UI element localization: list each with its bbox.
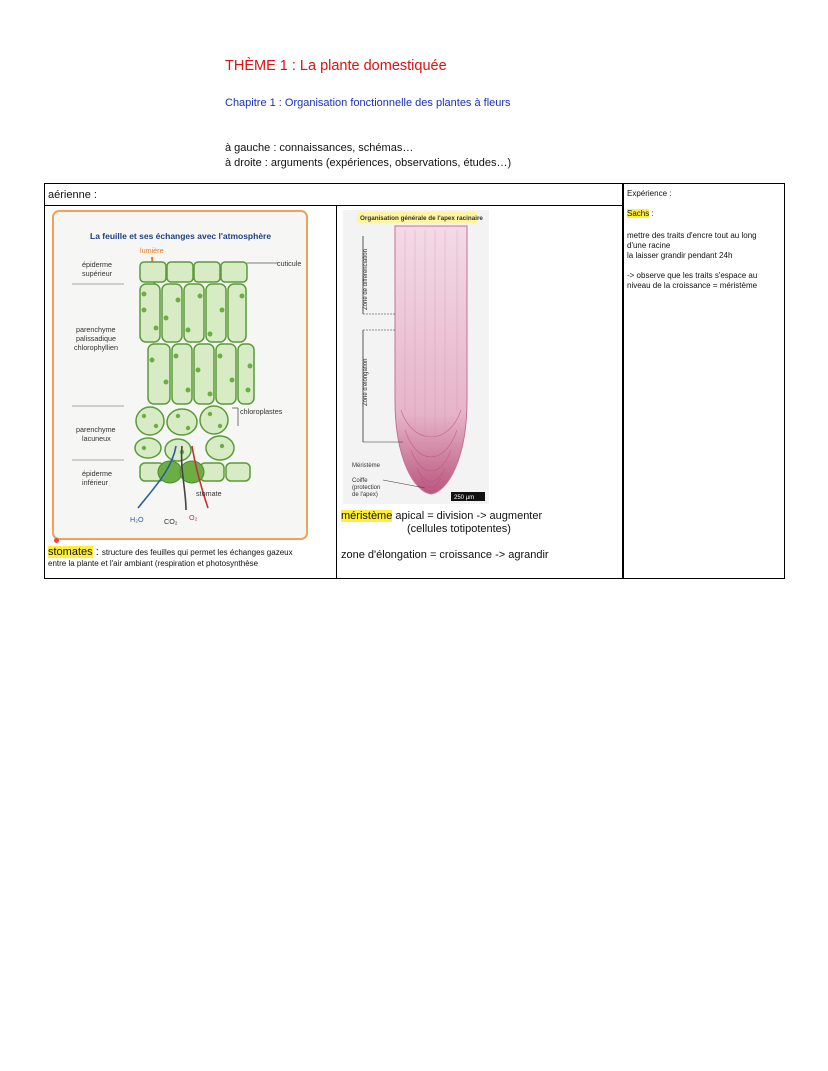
experience-line-2: d'une racine xyxy=(627,241,671,250)
lower-epidermis-label-2: inférieur xyxy=(82,478,108,487)
meristem-line-1 xyxy=(341,510,542,522)
experience-title: Expérience : xyxy=(627,189,672,198)
spongy-label-2: lacuneux xyxy=(82,434,111,443)
stomata-caption-line-1 xyxy=(48,546,293,558)
meristem-line-2: (cellules totipotentes) xyxy=(407,523,511,535)
sachs-highlight: Sachs xyxy=(627,209,650,218)
sachs-label xyxy=(627,209,654,219)
theme-title: THÈME 1 : La plante domestiquée xyxy=(225,58,447,74)
meristem-tail: apical = division -> augmenter xyxy=(392,510,543,522)
elongation-line: zone d'élongation = croissance -> agrandir xyxy=(341,549,549,561)
root-apex-diagram xyxy=(343,210,489,504)
light-label: lumière xyxy=(140,246,164,255)
spongy-cells xyxy=(135,406,234,461)
meristem-highlight: méristème xyxy=(341,510,393,522)
stomata-caption-line-2: entre la plante et l'air ambiant (respiration et photosynthèse xyxy=(48,559,259,568)
zone-elongation-label: Zone d'élongation xyxy=(363,358,369,406)
stomata-caption-text-1: structure des feuilles qui permet les échanges gazeux xyxy=(101,548,293,557)
intro-right: à droite : arguments (expériences, observations, études…) xyxy=(225,157,512,169)
observation-line-1: -> observe que les traits s'espace au xyxy=(627,271,758,280)
stomata-highlight: stomates xyxy=(48,546,93,558)
experience-line-3: la laisser grandir pendant 24h xyxy=(627,251,733,260)
chloroplast-label: chloroplastes xyxy=(240,407,283,416)
root-title: Organisation générale de l'apex racinaire xyxy=(360,215,483,222)
cap-label-3: de l'apex) xyxy=(352,492,378,498)
stomate-label: stomate xyxy=(196,489,222,498)
red-dot-marker xyxy=(54,538,59,543)
cap-label-1: Coiffe xyxy=(352,478,368,484)
meristem-label: Méristème xyxy=(352,463,381,469)
scale-bar: 250 µm xyxy=(454,495,475,501)
upper-epidermis xyxy=(140,262,247,282)
cap-label-2: (protection xyxy=(352,485,381,491)
palisade-label-3: chlorophyllien xyxy=(74,343,118,352)
upper-epidermis-label-2: supérieur xyxy=(82,269,112,278)
chapter-title: Chapitre 1 : Organisation fonctionnelle des plantes à fleurs xyxy=(225,97,511,109)
upper-epidermis-label-1: épiderme xyxy=(82,260,112,269)
h2o-label: H₂O xyxy=(130,515,144,524)
co2-label: CO₂ xyxy=(164,517,178,526)
lower-epidermis-label-1: épiderme xyxy=(82,469,112,478)
leaf-diagram xyxy=(52,210,308,540)
spongy-label-1: parenchyme xyxy=(76,425,116,434)
leaf-title: La feuille et ses échanges avec l'atmosphère xyxy=(90,231,272,241)
palisade-label-2: palissadique xyxy=(76,334,116,343)
observation-line-2: niveau de la croissance = méristème xyxy=(627,281,758,290)
palisade-label-1: parenchyme xyxy=(76,325,116,334)
stomata-caption-sep: : xyxy=(92,546,102,558)
cuticle-label: cuticule xyxy=(277,259,302,268)
sachs-tail: : xyxy=(649,209,654,218)
zone-differentiation-label: Zone de différenciation xyxy=(363,249,369,310)
table-header-cell: aérienne : xyxy=(48,189,97,201)
experience-line-1: mettre des traits d'encre tout au long xyxy=(627,231,757,240)
intro-left: à gauche : connaissances, schémas… xyxy=(225,142,414,154)
o2-label: O₂ xyxy=(189,513,198,522)
